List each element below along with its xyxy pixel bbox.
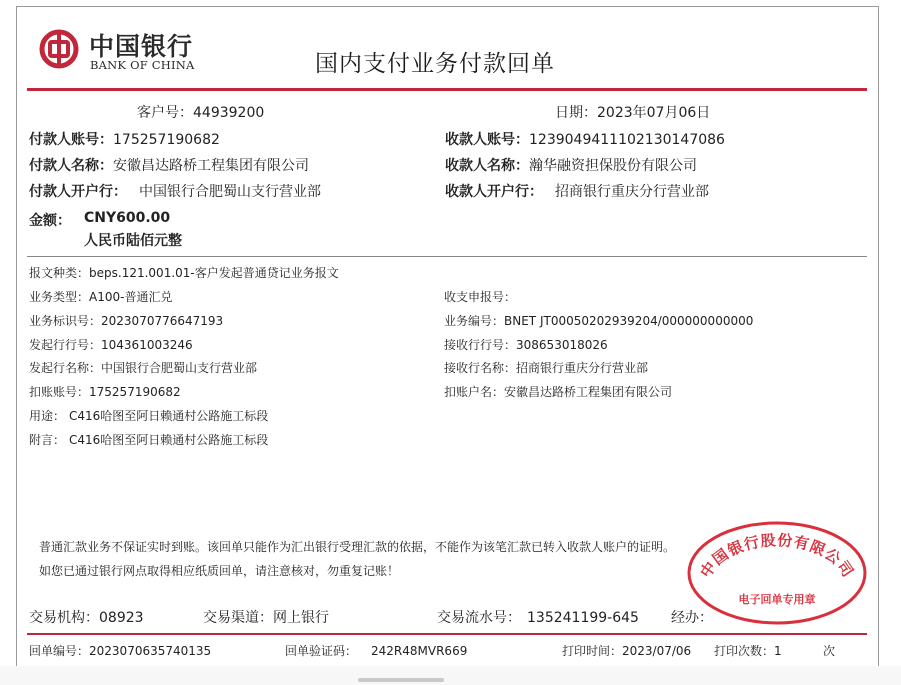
recv-bank-name-row xyxy=(444,359,648,376)
trade-org-label: 交易机构： xyxy=(29,610,99,626)
print-time-value: 2023/07/06 xyxy=(622,644,692,658)
bank-name-en: BANK OF CHINA xyxy=(90,58,195,72)
amount-label: 金额： xyxy=(29,213,71,229)
purpose-row xyxy=(29,407,268,424)
receipt-no-row xyxy=(29,642,211,659)
biz-no-row xyxy=(444,312,753,329)
payee-account-value: 1239049411102130147086 xyxy=(529,132,725,148)
trade-serial-value: 135241199-645 xyxy=(527,610,639,626)
payer-name-value: 安徽昌达路桥工程集团有限公司 xyxy=(113,158,309,174)
print-time-label: 打印时间： xyxy=(562,644,623,658)
debit-acct-value: 175257190682 xyxy=(89,385,181,399)
send-bank-no-row xyxy=(29,336,193,353)
debit-name-row xyxy=(444,383,672,400)
purpose-value: C416哈图至阿日赖通村公路施工标段 xyxy=(69,409,269,423)
bank-of-china-logo-icon xyxy=(39,29,79,69)
amount-value: CNY600.00 xyxy=(84,210,171,226)
send-bank-name-row xyxy=(29,359,257,376)
send-bank-no-value: 104361003246 xyxy=(101,338,193,352)
payer-account-row xyxy=(29,129,220,149)
notice-line-1: 普通汇款业务不保证实时到账。该回单只能作为汇出银行受理汇款的依据，不能作为该笔汇款已转入收款人账户的证明。 xyxy=(39,540,676,554)
date-value: 2023年07月06日 xyxy=(597,105,711,121)
header-divider xyxy=(27,88,867,91)
payee-name-value: 瀚华融资担保股份有限公司 xyxy=(529,158,697,174)
trade-serial-row xyxy=(437,607,639,627)
print-count-unit: 次 xyxy=(823,644,836,658)
bank-name-cn: 中国银行 xyxy=(89,32,194,61)
payee-account-row xyxy=(445,129,725,149)
trade-handler-label: 经办： xyxy=(671,610,713,626)
viewer-footer xyxy=(0,666,901,685)
payer-bank-label: 付款人开户行： xyxy=(29,184,127,200)
notice-line-2: 如您已通过银行网点取得相应纸质回单，请注意核对，勿重复记账！ xyxy=(39,564,400,578)
payer-bank-row xyxy=(29,181,321,201)
payer-name-row xyxy=(29,155,309,175)
customer-no-row xyxy=(137,102,264,122)
section-divider xyxy=(27,256,867,257)
trade-org-value: 08923 xyxy=(99,610,144,626)
recv-bank-name-value: 招商银行重庆分行营业部 xyxy=(516,361,649,375)
biz-id-value: 2023070776647193 xyxy=(101,314,224,328)
page-title: 国内支付业务付款回单 xyxy=(315,51,555,77)
payee-bank-row xyxy=(445,181,709,201)
biz-type-value: A100-普通汇兑 xyxy=(89,290,173,304)
payee-bank-value: 招商银行重庆分行营业部 xyxy=(555,184,709,200)
verify-code-row xyxy=(285,642,467,659)
receipt-no-label: 回单编号： xyxy=(29,644,90,658)
payee-bank-label: 收款人开户行： xyxy=(445,184,543,200)
biz-type-row xyxy=(29,288,172,305)
customer-no-value: 44939200 xyxy=(193,105,265,121)
stamp-bottom-text: 电子回单专用章 xyxy=(738,593,816,606)
print-count-value: 1 xyxy=(774,644,782,658)
biz-no-value: BNET JT00050202939204/000000000000 xyxy=(504,314,754,328)
payer-account-label: 付款人账号： xyxy=(29,132,113,148)
print-count-row xyxy=(714,642,782,659)
date-label: 日期： xyxy=(555,105,597,121)
bottom-divider xyxy=(27,633,867,635)
memo-label: 附言： xyxy=(29,433,66,447)
biz-type-label: 业务类型： xyxy=(29,290,90,304)
electronic-seal-stamp-icon xyxy=(685,519,869,627)
purpose-label: 用途： xyxy=(29,409,66,423)
payee-account-label: 收款人账号： xyxy=(445,132,529,148)
verify-code-label: 回单验证码： xyxy=(285,644,358,658)
debit-name-value: 安徽昌达路桥工程集团有限公司 xyxy=(504,385,673,399)
recv-bank-no-value: 308653018026 xyxy=(516,338,608,352)
date-row xyxy=(555,102,710,122)
verify-code-value: 242R48MVR669 xyxy=(371,644,468,658)
recv-bank-name-label: 接收行名称： xyxy=(444,361,517,375)
payer-name-label: 付款人名称： xyxy=(29,158,113,174)
trade-channel-label: 交易渠道： xyxy=(203,610,273,626)
debit-acct-label: 扣账账号： xyxy=(29,385,90,399)
biz-no-label: 业务编号： xyxy=(444,314,505,328)
biz-id-row xyxy=(29,312,223,329)
stamp-top-text: 中国银行股份有限公司 xyxy=(696,531,858,581)
trade-org-row xyxy=(29,607,144,627)
trade-channel-row xyxy=(203,607,329,627)
payer-account-value: 175257190682 xyxy=(113,132,220,148)
print-count-label: 打印次数： xyxy=(714,644,775,658)
trade-serial-label: 交易流水号： xyxy=(437,610,521,626)
print-time-row xyxy=(562,642,691,659)
send-bank-name-value: 中国银行合肥蜀山支行营业部 xyxy=(101,361,258,375)
msg-type-value: beps.121.001.01-客户发起普通贷记业务报文 xyxy=(89,266,339,280)
send-bank-name-label: 发起行名称： xyxy=(29,361,102,375)
memo-value: C416哈图至阿日赖通村公路施工标段 xyxy=(69,433,269,447)
payer-bank-value: 中国银行合肥蜀山支行营业部 xyxy=(139,184,321,200)
debit-name-label: 扣账户名： xyxy=(444,385,505,399)
msg-type-row xyxy=(29,264,339,281)
biz-id-label: 业务标识号： xyxy=(29,314,102,328)
payee-name-row xyxy=(445,155,697,175)
receipt-declare-row xyxy=(444,288,516,305)
customer-no-label: 客户号： xyxy=(137,105,193,121)
send-bank-no-label: 发起行行号： xyxy=(29,338,102,352)
payee-name-label: 收款人名称： xyxy=(445,158,529,174)
receipt-page xyxy=(16,6,879,668)
svg-text:中国银行股份有限公司 xyxy=(697,531,858,581)
horizontal-scrollbar[interactable] xyxy=(358,678,444,682)
receipt-no-value: 2023070635740135 xyxy=(89,644,212,658)
amount-words: 人民币陆佰元整 xyxy=(84,233,182,249)
recv-bank-no-row xyxy=(444,336,608,353)
memo-row xyxy=(29,431,268,448)
msg-type-label: 报文种类： xyxy=(29,266,90,280)
recv-bank-no-label: 接收行行号： xyxy=(444,338,517,352)
receipt-declare-label: 收支申报号： xyxy=(444,290,517,304)
debit-acct-row xyxy=(29,383,181,400)
trade-channel-value: 网上银行 xyxy=(273,610,329,626)
